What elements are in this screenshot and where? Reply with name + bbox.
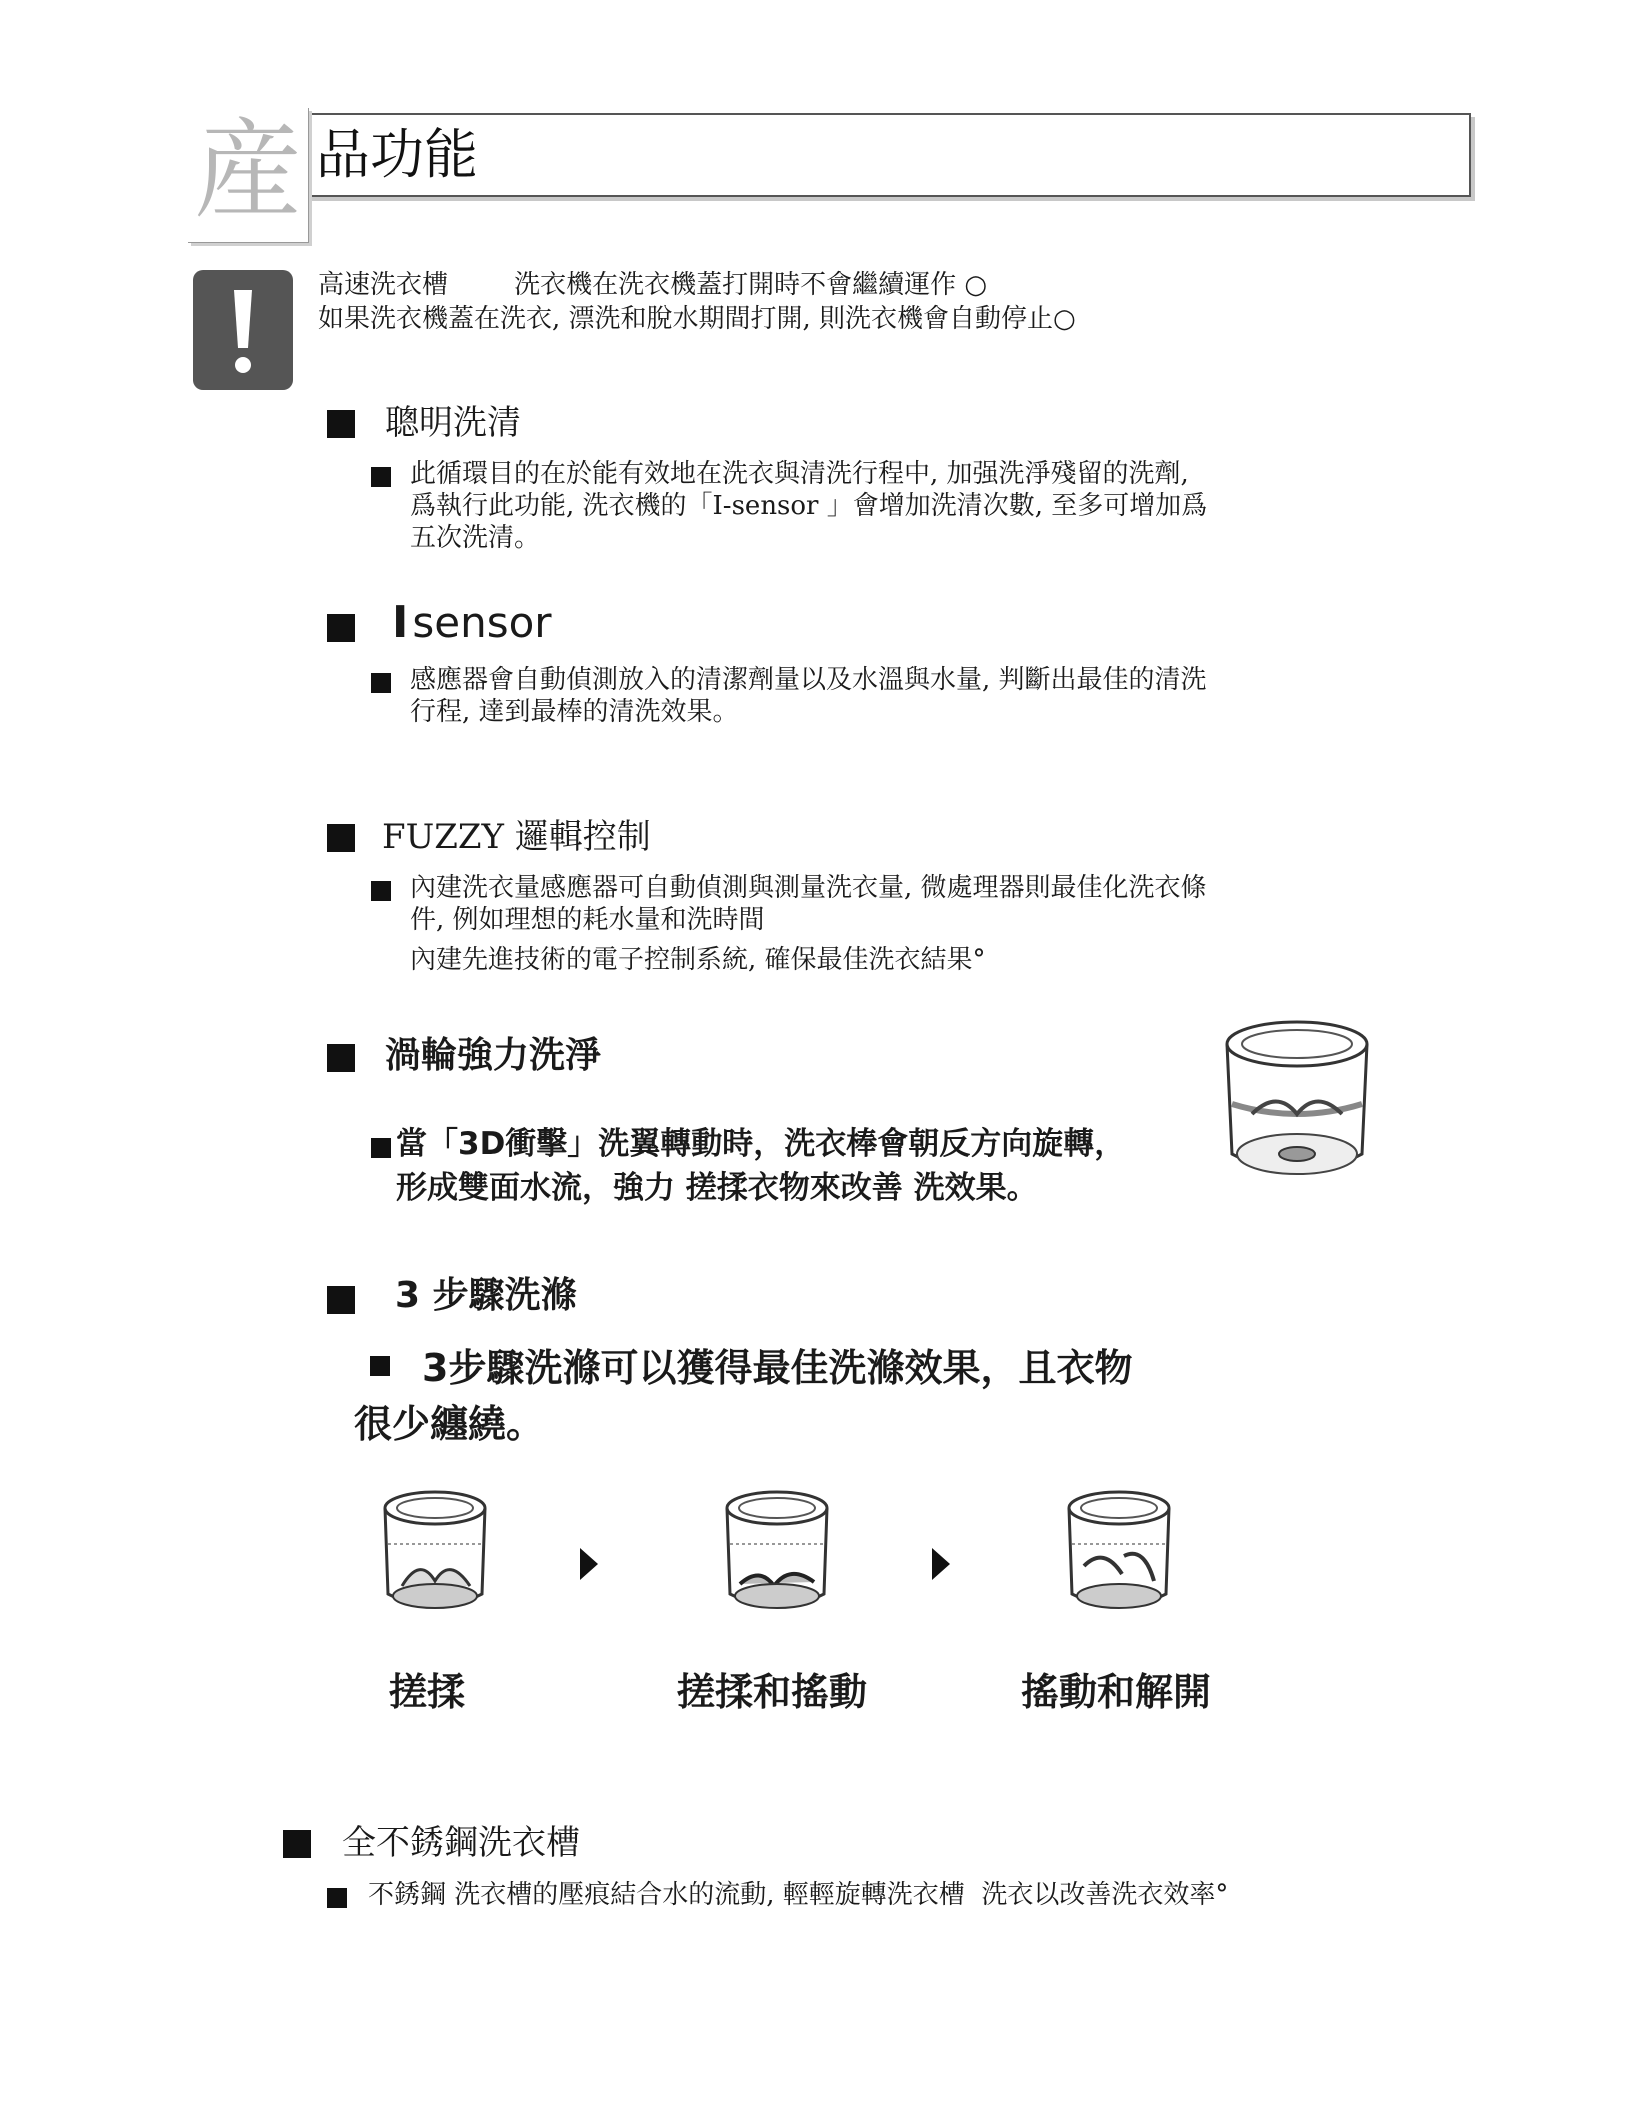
isensor-line-1: 感應器會自動偵測放入的清潔劑量以及水溫與水量, 判斷出最佳的清洗 [410, 665, 1207, 695]
isensor-line-2: 行程, 達到最棒的清洗效果。 [410, 697, 739, 727]
section-bullet [327, 410, 355, 438]
smart-rinse-line-3: 五次洗清。 [410, 523, 541, 553]
step-caption-3: 搖動和解開 [1020, 1670, 1211, 1714]
step-drum-illustration-3 [1064, 1486, 1174, 1620]
smart-rinse-line-1: 此循環目的在於能有效地在洗衣與清洗行程中, 加强洗淨殘留的洗劑, [410, 459, 1189, 489]
vortex-line-1: 當「3D衝擊」洗翼轉動時，洗衣棒會朝反方向旋轉， [396, 1126, 1126, 1162]
warning-line-1: 高速洗衣槽 洗衣機在洗衣機蓋打開時不會繼續運作 ○ [318, 270, 988, 300]
section-bullet [327, 824, 355, 852]
arrow-right-icon [930, 1546, 952, 1586]
section-bullet [283, 1830, 311, 1858]
warning-line-2: 如果洗衣機蓋在洗衣, 漂洗和脫水期間打開, 則洗衣機會自動停止○ [318, 304, 1076, 334]
fuzzy-line-1: 內建洗衣量感應器可自動偵測與測量洗衣量, 微處理器則最佳化洗衣條 [410, 873, 1207, 903]
step-caption-2: 搓揉和搖動 [676, 1670, 867, 1714]
three-step-line-1: 3步驟洗滌可以獲得最佳洗滌效果，且衣物 [422, 1346, 1133, 1390]
fuzzy-line-2: 件, 例如理想的耗水量和洗時間 [410, 905, 765, 935]
isensor-logo-i: I [392, 597, 409, 648]
section-heading-vortex: 渦輪強力洗淨 [385, 1035, 602, 1076]
isensor-logo-text: sensor [412, 598, 552, 647]
smart-rinse-line-2: 爲執行此功能, 洗衣機的「I-sensor 」會增加洗清次數, 至多可增加爲 [410, 491, 1208, 521]
exclamation-icon [193, 270, 293, 390]
step-drum-illustration-2 [722, 1486, 832, 1620]
item-bullet [327, 1888, 347, 1908]
section-heading-three-step: 3 步驟洗滌 [395, 1275, 577, 1316]
section-bullet [327, 1286, 355, 1314]
item-bullet [371, 1138, 391, 1158]
fuzzy-line-3: 內建先進技術的電子控制系統, 確保最佳洗衣結果° [410, 945, 986, 975]
section-bullet [327, 614, 355, 642]
stainless-line: 不銹鋼 洗衣槽的壓痕結合水的流動, 輕輕旋轉洗衣槽 洗衣以改善洗衣效率° [368, 1880, 1229, 1910]
step-caption-1: 搓揉 [388, 1670, 465, 1714]
step-drum-illustration-1 [380, 1486, 490, 1620]
section-heading-isensor [392, 598, 552, 648]
washer-drum-illustration [1222, 1014, 1372, 1194]
section-bullet [327, 1044, 355, 1072]
item-bullet [371, 467, 391, 487]
section-heading-fuzzy: FUZZY 邏輯控制 [382, 817, 651, 857]
item-bullet [370, 1356, 390, 1376]
section-heading-stainless: 全不銹鋼洗衣槽 [342, 1823, 580, 1863]
item-bullet [371, 881, 391, 901]
item-bullet [371, 673, 391, 693]
vortex-line-2: 形成雙面水流，強力 搓揉衣物來改善 洗效果。 [396, 1170, 1038, 1206]
page-title: 品功能 [316, 123, 478, 186]
section-heading-smart-rinse: 聰明洗清 [385, 403, 521, 443]
three-step-line-2: 很少纏繞。 [354, 1402, 545, 1446]
arrow-right-icon [578, 1546, 600, 1586]
title-initial: 産 [188, 108, 309, 243]
